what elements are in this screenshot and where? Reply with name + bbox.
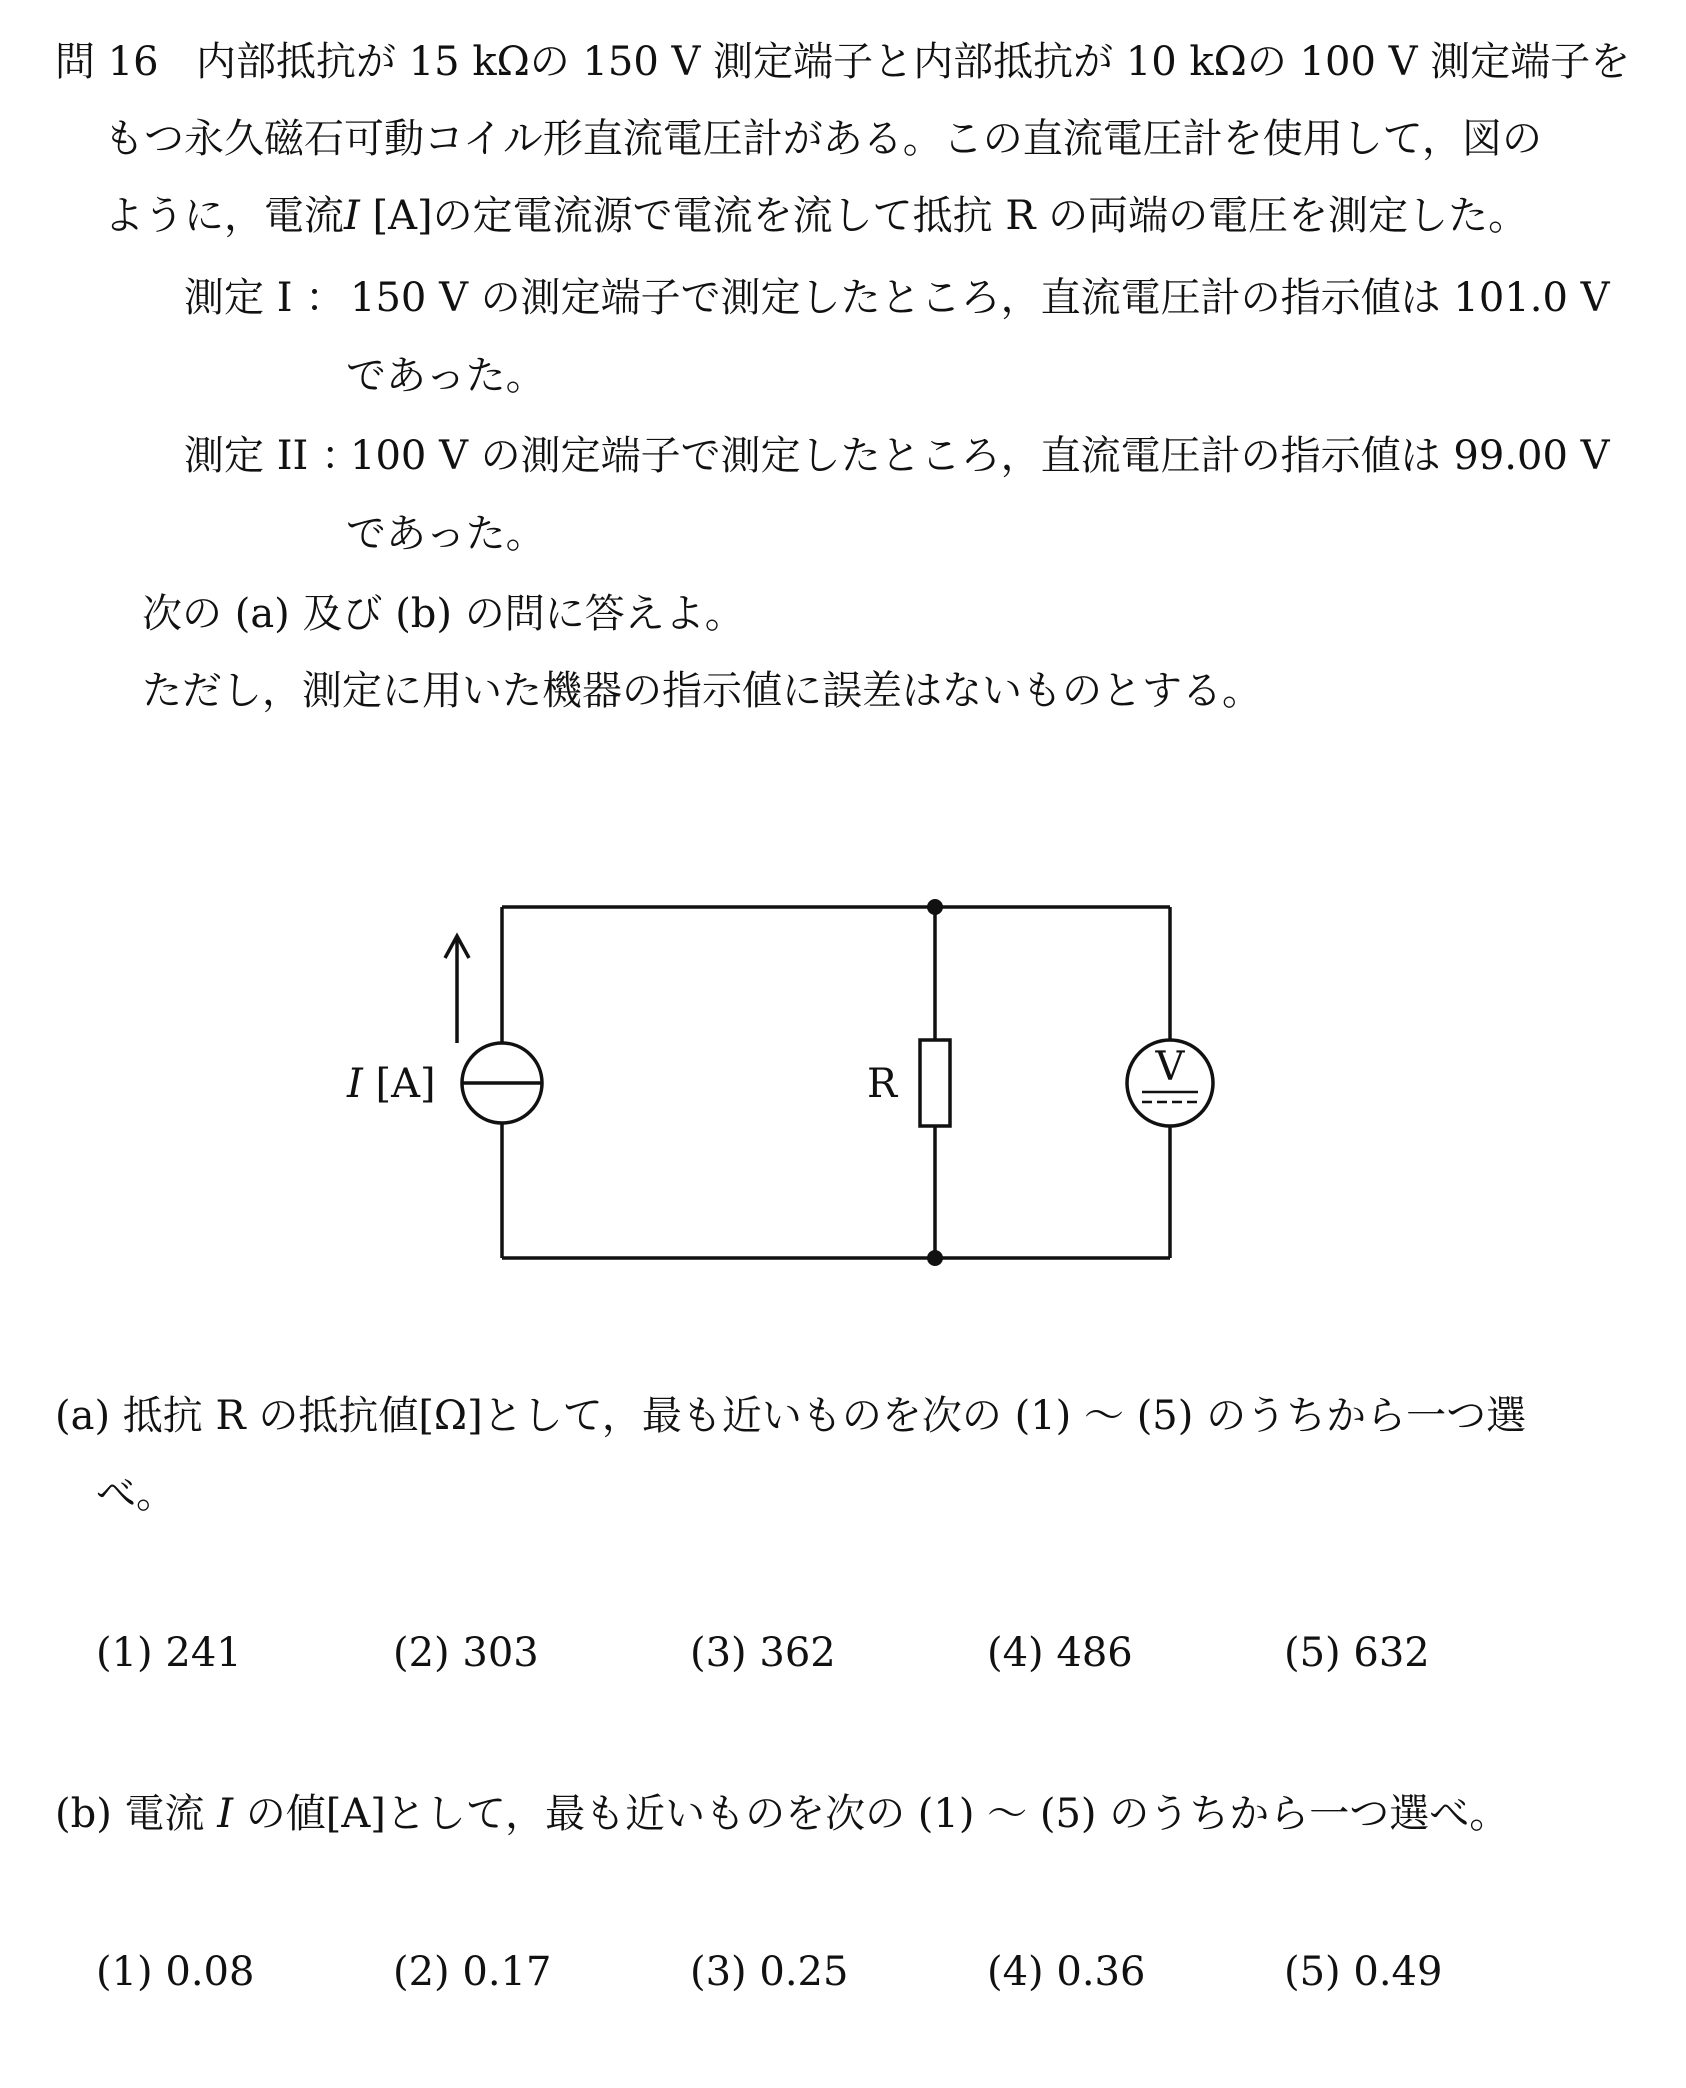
problem-line-3 [104, 190, 1528, 242]
option-value: 241 [165, 1630, 242, 1676]
option-b-3[interactable] [690, 1946, 848, 1998]
problem-line-3-text-a: ように，電流 [104, 193, 344, 239]
current-symbol: I [344, 193, 360, 239]
option-value: 362 [759, 1630, 836, 1676]
measurement-2-cont: であった。 [346, 511, 546, 557]
junction-dot-bottom [927, 1250, 943, 1266]
junction-dot-top [927, 899, 943, 915]
current-arrow-icon [445, 936, 469, 958]
option-number: (1) [96, 1630, 153, 1676]
option-number: (2) [393, 1949, 450, 1995]
option-value: 0.17 [462, 1949, 552, 1995]
source-label [346, 1061, 436, 1107]
option-number: (4) [987, 1630, 1044, 1676]
option-number: (5) [1284, 1630, 1341, 1676]
option-value: 486 [1056, 1630, 1133, 1676]
option-number: (1) [96, 1949, 153, 1995]
option-a-4[interactable] [987, 1627, 1133, 1679]
problem-line-3-text-b: [A]の定電流源で電流を流して抵抗 R の両端の電圧を測定した。 [359, 193, 1529, 239]
option-a-1[interactable] [96, 1627, 242, 1679]
option-number: (4) [987, 1949, 1044, 1995]
question-b-line [55, 1788, 1509, 1840]
instruction: 次の (a) 及び (b) の問に答えよ。 [142, 591, 745, 637]
option-value: 0.36 [1056, 1949, 1146, 1995]
option-value: 303 [462, 1630, 539, 1676]
voltmeter-label: V [1155, 1044, 1185, 1090]
source-label-unit: [A] [362, 1061, 436, 1107]
option-value: 0.25 [759, 1949, 849, 1995]
measurement-1-text: 150 V の測定端子で測定したところ，直流電圧計の指示値は 101.0 V [350, 275, 1610, 321]
option-number: (3) [690, 1949, 747, 1995]
measurement-2-label: 測定 II ： [184, 433, 362, 479]
question-b-text-a: (b) 電流 [55, 1791, 218, 1837]
question-a-line-1: (a) 抵抗 R の抵抗値[Ω]として，最も近いものを次の (1) ～ (5) のうちから一つ選 [55, 1393, 1527, 1439]
option-b-4[interactable] [987, 1946, 1145, 1998]
question-a-line-2: べ。 [96, 1471, 176, 1517]
problem-line-2: もつ永久磁石可動コイル形直流電圧計がある。この直流電圧計を使用して，図の [104, 116, 1542, 162]
option-number: (5) [1284, 1949, 1341, 1995]
option-number: (3) [690, 1630, 747, 1676]
note: ただし，測定に用いた機器の指示値に誤差はないものとする。 [142, 668, 1262, 714]
option-value: 0.08 [165, 1949, 255, 1995]
question-b-text-b: の値[A]として，最も近いものを次の (1) ～ (5) のうちから一つ選べ。 [233, 1791, 1510, 1837]
voltmeter-symbol [1127, 1040, 1213, 1126]
option-value: 0.49 [1353, 1949, 1443, 1995]
option-b-1[interactable] [96, 1946, 254, 1998]
option-b-2[interactable] [393, 1946, 551, 1998]
option-a-3[interactable] [690, 1627, 836, 1679]
resistor-symbol [920, 1040, 950, 1126]
source-label-symbol: I [347, 1061, 363, 1107]
current-symbol: I [217, 1791, 234, 1837]
option-value: 632 [1353, 1630, 1430, 1676]
problem-line-1: 内部抵抗が 15 kΩの 150 V 測定端子と内部抵抗が 10 kΩの 100 V 測定端子を [196, 39, 1631, 85]
measurement-1-label: 測定 I ： [184, 275, 346, 321]
option-b-5[interactable] [1284, 1946, 1442, 1998]
measurement-2-text: 100 V の測定端子で測定したところ，直流電圧計の指示値は 99.00 V [350, 433, 1610, 479]
option-a-5[interactable] [1284, 1627, 1430, 1679]
option-a-2[interactable] [393, 1627, 539, 1679]
measurement-1-cont: であった。 [346, 353, 546, 399]
resistor-label: R [867, 1061, 898, 1107]
problem-number: 問 16 [55, 39, 159, 85]
option-number: (2) [393, 1630, 450, 1676]
current-source-symbol [462, 1043, 542, 1123]
